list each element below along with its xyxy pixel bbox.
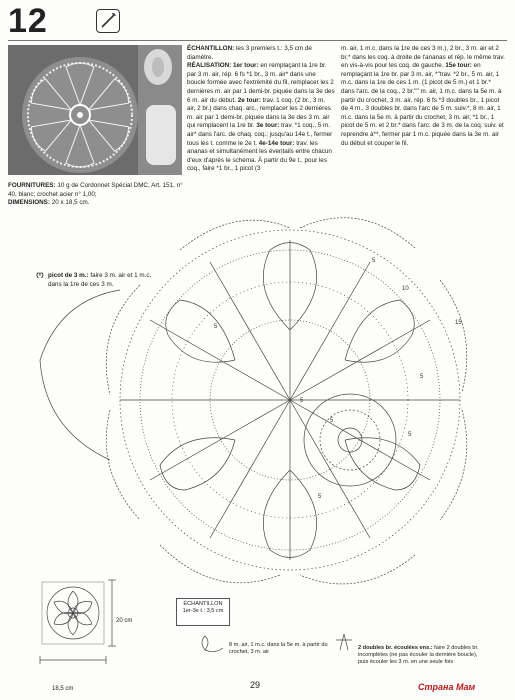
instr-bold: 2e tour:: [237, 96, 261, 104]
instr-text: en remplaçant la 1re br. par 3 m. air, *"trav. *2 br., 5 m. air, 1 m.c. dans la 1re de ces 1 m. (1 picot de 5 m.) et 1 br.* dans l'arc. de la coq., 2 br."" m. air, 1 m.c. dans la 5e m. à partir du crochet, 3 m. air, rép. 6 fs *3 doubles br., 1 picot de 4 m., 3 doubles br. dans l'arc de 5 m. suiv.*, 8 m. air, 1 m.c. dans la 5e m. à partir du crochet, 3 m. air, *1 br., 1 picot de 5 m. et 2 br.* dans l'arc. de 3 m. de la coq. suiv. et reprendre à**, fermer par 1 m.c. piquée dans la 3e m. air du début et couper le fil.: [341, 62, 504, 147]
instr-bold: 3e tour:: [256, 122, 280, 130]
svg-text:5: 5: [372, 258, 376, 264]
supplies-body: 10 g de Cordonnet Spécial DMC, Art. 151, n° 40, blanc; crochet acier n° 1,00;: [8, 182, 183, 198]
supplies-label: FOURNITURES:: [8, 182, 56, 189]
watermark-logo: Страна Мам: [418, 682, 476, 692]
svg-text:5: 5: [408, 432, 412, 438]
echantillon-text: 1er-3e t.: 3,5 cm: [182, 608, 224, 614]
echantillon-box: [176, 598, 230, 626]
double-stitch-text: faire 2 doubles br. incomplètes (ne pas écouler la dernière boucle), puis écouler les 3 m. en une seule fois: [358, 645, 479, 665]
picot-label: picot de 3 m.:: [48, 272, 89, 279]
instr-bold: ÉCHANTILLON:: [187, 45, 235, 52]
instr-text: trav. *1 coq., 5 m. air* dans l'arc. de chaq. coq.; jusqu'au 14e t., fermer tous les t. comme le 2e t.: [187, 122, 333, 147]
svg-text:5: 5: [318, 494, 322, 500]
picot-text: faire 3 m. air et 1 m.c. dans la 1re de ces 3 m.: [48, 272, 152, 288]
instr-bold: 4e-14e tour:: [258, 139, 295, 147]
svg-text:5: 5: [300, 398, 304, 404]
instr-text: trav. les ananas et simultanément les éventails entre chacun d'eux d'après le schéma. À partir du 9e t., pour les coq., faire *1 br., 1 picot (3: [187, 139, 332, 173]
picot8-note: 8 m. air, 1 m.c. dans la 5e m. à partir du crochet, 3 m. air: [229, 642, 328, 655]
svg-text:15: 15: [455, 320, 462, 326]
svg-text:10: 10: [402, 286, 409, 292]
instr-bold: 15e tour:: [445, 62, 472, 70]
dimensions-body: 20 x 18,5 cm.: [49, 199, 90, 207]
instr-bold: RÉALISATION: 1er tour:: [187, 62, 259, 70]
instr-text: en remplaçant la 1re br. par 3 m. air, rép. 6 fs *1 br., 3 m. air* dans une boucle formée avec l'extrémité du fil, remplacer les 2 dernières m. air par 1 demi-br. piquée dans la 3e des 6 m. air du début.: [187, 62, 335, 104]
width-dimension: 18,5 cm: [52, 686, 74, 692]
double-stitch-label: 2 doubles br. écoulées ens.:: [358, 645, 433, 651]
instr-text: trav. 1 coq. (2 br., 3 m. air, 2 br.) dans chaq. arc., remplacer les 2 dernières m. air par 1 demi-br. piquée dans la 3e des 3 m. air qui remplacent la 1re br.: [187, 96, 331, 130]
svg-text:5: 5: [420, 374, 424, 380]
double-stitch-note: [358, 645, 488, 666]
picot-symbol-icon: ო: [36, 270, 44, 281]
pattern-number: 12: [8, 2, 48, 40]
page-number: 29: [250, 680, 261, 690]
instr-text: m. air, 1 m.c. dans la 1re de ces 3 m.), 2 br., 3 m. air et 2 br.* dans les coq. à droite de l'ananas et rép. le même trav. en vis-à-vis pour les coq. de gauche.: [341, 45, 505, 70]
svg-text:5: 5: [214, 324, 218, 330]
echantillon-title: ÉCHANTILLON: [183, 601, 223, 607]
height-dimension: 20 cm: [116, 618, 133, 624]
svg-text:5: 5: [330, 418, 334, 424]
instr-text: les 3 premiers t.: 3,5 cm de diamètre.: [187, 45, 312, 61]
dimensions-label: DIMENSIONS:: [8, 199, 50, 207]
